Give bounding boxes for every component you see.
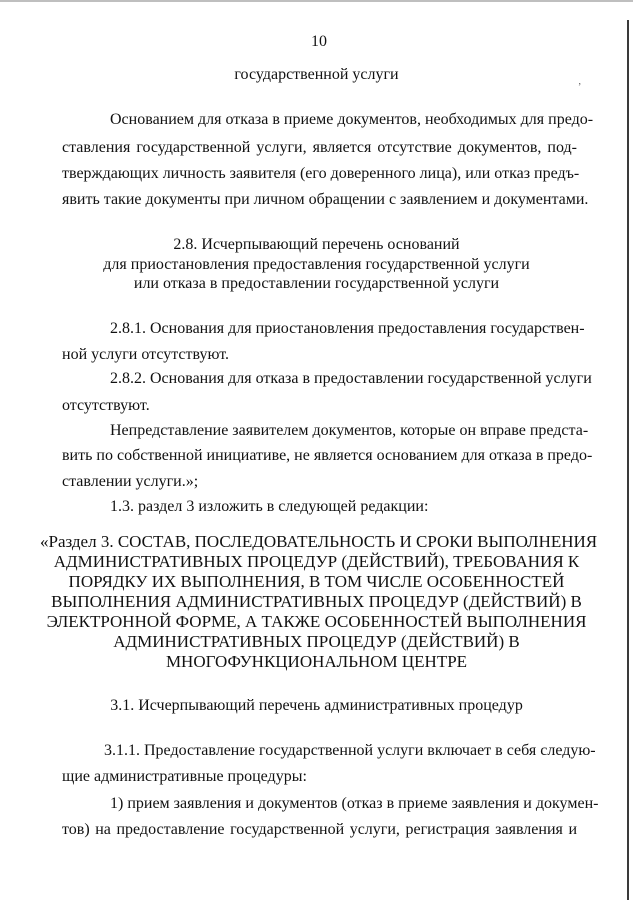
- para-refusal-line-1: Основанием для отказа в приеме документов, необходимых для предо-: [110, 111, 594, 128]
- scan-mark: ’: [578, 82, 582, 93]
- page-number: 10: [311, 33, 327, 50]
- section-3-title-line-4: ВЫПОЛНЕНИЯ АДМИНИСТРАТИВНЫХ ПРОЦЕДУР (ДЕЙСТВИЙ) В: [51, 592, 582, 611]
- heading-2-8-line-1: 2.8. Исчерпывающий перечень оснований: [173, 236, 460, 253]
- section-3-title-line-5: ЭЛЕКТРОННОЙ ФОРМЕ, А ТАКЖЕ ОСОБЕННОСТЕЙ ВЫПОЛНЕНИЯ: [46, 612, 587, 631]
- section-3-title-line-3: ПОРЯДКУ ИХ ВЫПОЛНЕНИЯ, В ТОМ ЧИСЛЕ ОСОБЕННОСТЕЙ: [68, 572, 565, 591]
- heading-3-1: 3.1. Исчерпывающий перечень административных процедур: [110, 697, 523, 714]
- para-item-1-line-1: 1) прием заявления и документов (отказ в приеме заявления и докумен-: [110, 795, 599, 812]
- para-item-1-line-2: тов) на предоставление государственной услуги, регистрация заявления и: [62, 821, 577, 838]
- para-refusal-line-3: тверждающих личность заявителя (его доверенного лица), или отказ предъ-: [62, 165, 580, 182]
- para-2-8-2-line-2: отсутствуют.: [62, 397, 150, 414]
- para-2-8-1-line-1: 2.8.1. Основания для приостановления предоставления государствен-: [110, 320, 585, 337]
- para-2-8-2-line-1: 2.8.2. Основания для отказа в предоставлении государственной услуги: [110, 370, 592, 387]
- section-3-title-line-2: АДМИНИСТРАТИВНЫХ ПРОЦЕДУР (ДЕЙСТВИЙ), ТРЕБОВАНИЯ К: [53, 552, 580, 571]
- section-3-title-line-6: АДМИНИСТРАТИВНЫХ ПРОЦЕДУР (ДЕЙСТВИЙ) В: [113, 632, 520, 651]
- para-nonsubmission-line-3: ставлении услуги.»;: [62, 473, 199, 490]
- para-1-3: 1.3. раздел 3 изложить в следующей редакции:: [110, 498, 429, 515]
- section-3-title-line-1: «Раздел 3. СОСТАВ, ПОСЛЕДОВАТЕЛЬНОСТЬ И СРОКИ ВЫПОЛНЕНИЯ: [40, 532, 598, 551]
- para-3-1-1-line-2: щие административные процедуры:: [62, 768, 307, 785]
- para-2-8-1-line-2: ной услуги отсутствуют.: [62, 346, 230, 363]
- para-refusal-line-2: ставления государственной услуги, является отсутствие документов, под-: [62, 139, 577, 156]
- heading-2-8-line-2: для приостановления предоставления государственной услуги: [103, 256, 530, 273]
- para-nonsubmission-line-2: вить по собственной инициативе, не является основанием для отказа в предо-: [62, 447, 593, 464]
- para-nonsubmission-line-1: Непредставление заявителем документов, которые он вправе предста-: [110, 422, 589, 439]
- header-fragment: государственной услуги: [234, 66, 399, 83]
- scan-right-edge: [627, 20, 629, 900]
- para-refusal-line-4: явить такие документы при личном обращении с заявлением и документами.: [62, 191, 589, 208]
- section-3-title-line-7: МНОГОФУНКЦИОНАЛЬНОМ ЦЕНТРЕ: [165, 652, 468, 671]
- para-3-1-1-line-1: 3.1.1. Предоставление государственной услуги включает в себя следую-: [104, 742, 596, 759]
- scan-top-edge: [0, 0, 633, 2]
- heading-2-8-line-3: или отказа в предоставлении государственной услуги: [133, 275, 500, 292]
